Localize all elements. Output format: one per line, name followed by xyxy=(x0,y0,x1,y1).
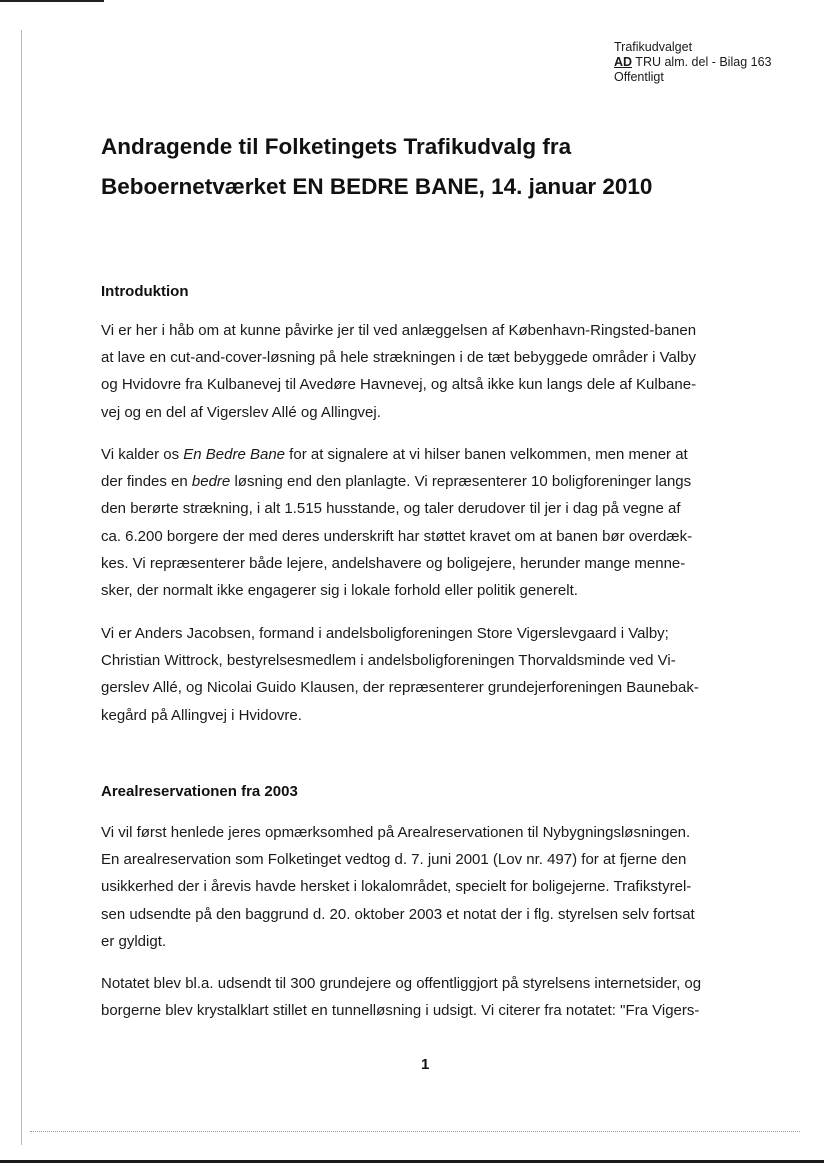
text-line: Vi er Anders Jacobsen, formand i andelsboligforeningen Store Vigerslevgaard i Valby; xyxy=(101,625,669,642)
scan-edge-top xyxy=(0,0,104,2)
text-line: borgerne blev krystalklart stillet en tunnelløsning i udsigt. Vi citerer fra notatet: "Fra Vigers- xyxy=(101,1002,700,1020)
text-line: Vi vil først henlede jeres opmærksomhed på Arealreservationen til Nybygningsløsningen. xyxy=(101,824,691,841)
text-line: vej og en del af Vigerslev Allé og Allingvej. xyxy=(101,403,381,421)
stamp-committee: Trafikudvalget xyxy=(614,40,693,54)
text-line: ca. 6.200 borgere der med deres underskrift har støttet kravet om at banen bør overdæk- xyxy=(101,527,693,545)
text-line: kegård på Allingvej i Hvidovre. xyxy=(101,706,302,724)
heading-arealreservationen: Arealreservationen fra 2003 xyxy=(101,783,298,800)
stamp-bilag: TRU alm. del - Bilag 163 xyxy=(632,55,772,69)
paragraph-5 xyxy=(101,970,751,1024)
text-line: kes. Vi repræsenterer både lejere, andelshavere og boligejere, herunder mange menne- xyxy=(101,554,686,572)
emphasis-en-bedre-bane: En Bedre Bane xyxy=(183,446,286,463)
page-number: 1 xyxy=(421,1056,430,1073)
text-line: at lave en cut-and-cover-løsning på hele strækningen i de tæt bebyggede områder i Valby xyxy=(101,349,697,367)
scan-edge-bottom xyxy=(0,1160,824,1163)
text-line: En arealreservation som Folketinget vedtog d. 7. juni 2001 (Lov nr. 497) for at fjerne den xyxy=(101,851,687,869)
text-line: den berørte strækning, i alt 1.515 husstande, og taler derudover til jer i dag på vegne af xyxy=(101,500,681,518)
text-line xyxy=(101,441,751,468)
text-line: usikkerhed der i årevis havde hersket i lokalområdet, specielt for boligejerne. Trafikstyrel- xyxy=(101,878,692,896)
text-segment: Vi kalder os xyxy=(101,446,184,463)
text-line: sker, der normalt ikke engagerer sig i lokale forhold eller politik generelt. xyxy=(101,582,578,600)
text-segment: løsning end den planlagte. Vi repræsenterer 10 boligforeninger langs xyxy=(230,473,692,491)
stamp-status: Offentligt xyxy=(614,70,664,84)
heading-introduktion: Introduktion xyxy=(101,283,189,300)
title-line-2: Beboernetværket EN BEDRE BANE, 14. januar 2010 xyxy=(101,174,653,199)
paragraph-2 xyxy=(101,441,751,604)
title-line-1: Andragende til Folketingets Trafikudvalg fra xyxy=(101,134,572,159)
paragraph-3 xyxy=(101,620,751,729)
text-line xyxy=(101,468,751,495)
paragraph-1 xyxy=(101,317,751,426)
scan-dots-bottom xyxy=(30,1131,800,1132)
text-line: Notatet blev bl.a. udsendt til 300 grundejere og offentliggjort på styrelsens internetsider, og xyxy=(101,975,702,992)
text-line: gerslev Allé, og Nicolai Guido Klausen, der repræsenterer grundejerforeningen Baunebak- xyxy=(101,679,699,697)
stamp-ad: AD xyxy=(614,55,633,69)
text-segment: for at signalere at vi hilser banen velkommen, men mener at xyxy=(285,446,688,463)
document-stamp xyxy=(614,40,771,85)
text-line: Vi er her i håb om at kunne påvirke jer til ved anlæggelsen af København-Ringsted-banen xyxy=(101,322,697,339)
text-line: sen udsendte på den baggrund d. 20. oktober 2003 et notat der i flg. styrelsen selv fortsat xyxy=(101,905,695,923)
text-line: er gyldigt. xyxy=(101,932,167,950)
document-title xyxy=(101,127,781,207)
scan-edge-left xyxy=(21,30,22,1145)
paragraph-4 xyxy=(101,819,751,955)
text-line: Christian Wittrock, bestyrelsesmedlem i andelsboligforeningen Thorvaldsminde ved Vi- xyxy=(101,652,676,670)
emphasis-bedre: bedre xyxy=(191,473,231,491)
text-line: og Hvidovre fra Kulbanevej til Avedøre Havnevej, og altså ikke kun langs dele af Kulbane- xyxy=(101,376,697,394)
stamp-reference xyxy=(614,55,771,70)
text-segment: der findes en xyxy=(101,473,192,491)
